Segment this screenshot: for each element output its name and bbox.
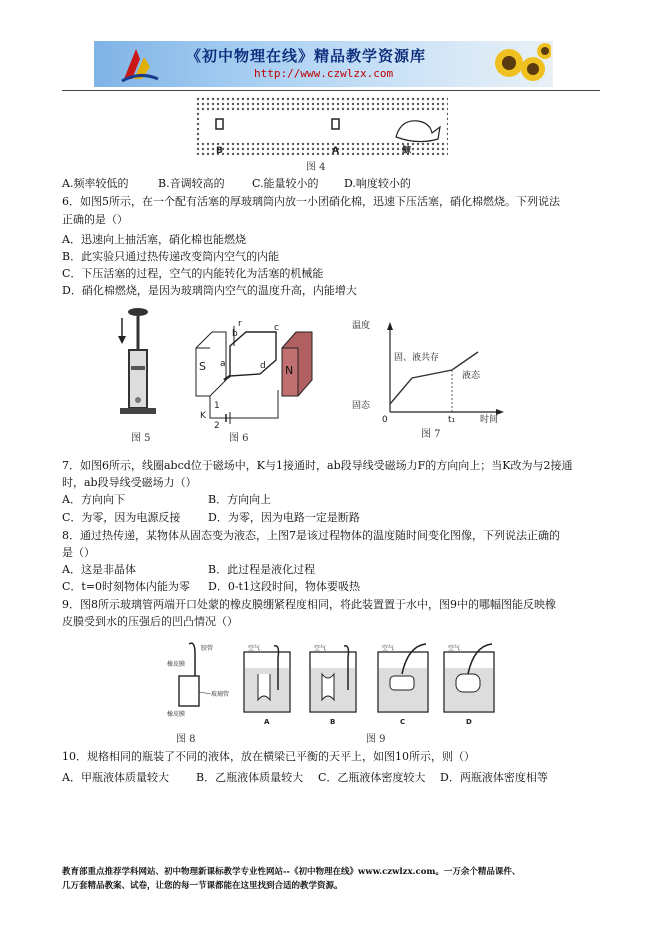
fig6-label-s: S [199,360,206,373]
q7-option-a: A．方向向下 [62,493,125,506]
fig6-label-k: K [200,411,206,421]
q10-option-c: C．乙瓶液体密度较大 [318,771,426,784]
fig4-label-a: A [332,146,339,155]
fig6-label-c: c [274,323,279,333]
figure-9 [240,640,500,726]
q8-stem-line2: 是（） [62,546,95,559]
fig9-label-air-c: 空气 [382,645,395,652]
fig6-label-a: a [220,359,226,369]
figure-7 [350,316,510,424]
fig7-label-t1: t₁ [448,415,456,424]
q6-stem-line1: 6．如图5所示，在一个配有活塞的厚玻璃筒内放一小团硝化棉，迅速下压活塞，硝化棉燃烧。下列说法 [62,195,560,208]
q5-option-a: A.频率较低的 [62,177,129,190]
fig7-label-origin: 0 [382,415,388,424]
q5-option-c: C.能量较小的 [252,177,319,190]
q6-option-b: B．此实验只通过热传递改变筒内空气的内能 [62,250,280,263]
fig6-caption: 图 6 [229,433,249,444]
q6-stem-line2: 正确的是（） [62,213,128,226]
fig9-beaker-c [378,644,428,726]
q10-options [62,771,548,785]
header-rule [62,90,600,91]
q5-option-b: B.音调较高的 [158,177,225,190]
q6-option-d: D．硝化棉燃烧，是因为玻璃筒内空气的温度升高，内能增大 [62,284,357,297]
site-logo [120,45,160,83]
q8-option-b: B．此过程是液化过程 [208,563,316,576]
fig8-label-glass: 玻璃管 [211,691,230,698]
q10-option-b: B．乙瓶液体质量较大 [196,771,304,784]
fig7-caption: 图 7 [421,429,441,440]
fig9-label-a: A [264,718,270,726]
q7-options-row2 [62,511,360,525]
q8-option-c: C．t=0时刻物体内能为零 [62,580,191,593]
fig8-caption: 图 8 [176,734,196,745]
fig9-caption: 图 9 [366,734,386,745]
fig8-label-membrane-bottom: 橡皮膜 [167,711,186,718]
fig9-label-air-a: 空气 [248,645,261,652]
q7-options-row1 [62,493,272,507]
figure-8 [165,640,235,720]
fig7-label-temp: 温度 [352,321,371,331]
q8-options-row2 [62,580,360,594]
fig7-label-coexist: 固、液共存 [394,353,440,363]
q5-option-d: D.响度较小的 [344,177,411,190]
fig9-label-c: C [400,718,406,726]
figure-4 [196,97,448,155]
fig7-label-solid: 固态 [352,401,371,411]
figure-5 [112,306,162,418]
fig6-label-2: 2 [214,421,220,428]
q6-option-a: A．迅速向上抽活塞，硝化棉也能燃烧 [62,233,246,246]
q8-option-a: A．这是非晶体 [62,563,136,576]
q7-option-c: C．为零，因为电源反接 [62,511,181,524]
banner-url: http://www.czwlzx.com [254,67,394,80]
fig9-beaker-b [310,644,356,726]
fig7-label-liquid: 液态 [462,371,481,381]
fig7-label-time: 时间 [480,415,499,424]
q7-option-b: B．方向向上 [208,493,272,506]
fig9-label-air-b: 空气 [314,645,327,652]
q10-stem: 10．规格相同的瓶装了不同的液体，放在横梁已平衡的天平上，如图10所示，则（） [62,750,475,763]
q8-options-row1 [62,563,316,577]
q8-stem-line1: 8．通过热传递，某物体从固态变为液态，上图7是该过程物体的温度随时间变化图像，下列说法正确的 [62,529,560,542]
fig5-caption: 图 5 [131,433,151,444]
q6-option-c: C．下压活塞的过程，空气的内能转化为活塞的机械能 [62,267,324,280]
footer-line2: 几万套精品教案、试卷，让您的每一节课都能在这里找到合适的教学资源。 [62,881,343,891]
fig9-beaker-d [444,644,494,726]
fig9-label-d: D [466,718,472,726]
fig4-label-whale: 鲸 [402,146,412,155]
fig9-beaker-a [244,644,290,726]
q7-option-d: D．为零，因为电路一定是断路 [208,511,360,524]
fig9-label-b: B [330,718,336,726]
fig8-label-hose: 胶管 [201,645,214,652]
fig6-label-r: r [238,319,242,329]
q7-stem-line2: 时，ab段导线受磁场力（） [62,476,197,489]
fig6-label-b: b [232,329,238,339]
sunflower-image [487,43,551,87]
fig4-label-b: B [216,146,223,155]
header-banner [94,41,553,87]
q9-stem-line1: 9．图8所示玻璃管两端开口处蒙的橡皮膜绷紧程度相同，将此装置置于水中，图9中的哪幅图能反映橡 [62,598,556,611]
fig4-caption: 图 4 [306,162,326,173]
q10-option-a: A．甲瓶液体质量较大 [62,771,169,784]
fig6-label-d: d [260,361,266,371]
fig6-label-n: N [285,364,294,377]
q5-options [62,177,411,191]
fig6-label-1: 1 [214,401,220,411]
footer-line1: 教育部重点推荐学科网站、初中物理新课标教学专业性网站--《初中物理在线》www.czwlzx.com。一万余个精品课件、 [62,867,521,877]
fig9-label-air-d: 空气 [448,645,461,652]
q7-stem-line1: 7．如图6所示，线圈abcd位于磁场中，K与1接通时，ab段导线受磁场力F的方向向上；当K改为与2接通 [62,459,573,472]
figure-6 [190,318,320,428]
q9-stem-line2: 皮膜受到水的压强后的凹凸情况（） [62,615,238,628]
q8-option-d: D．0-t1这段时间，物体要吸热 [208,580,360,593]
q10-option-d: D．两瓶液体密度相等 [440,771,548,784]
fig8-label-membrane-top: 橡皮膜 [167,661,186,668]
banner-title: 《初中物理在线》精品教学资源库 [186,47,427,65]
